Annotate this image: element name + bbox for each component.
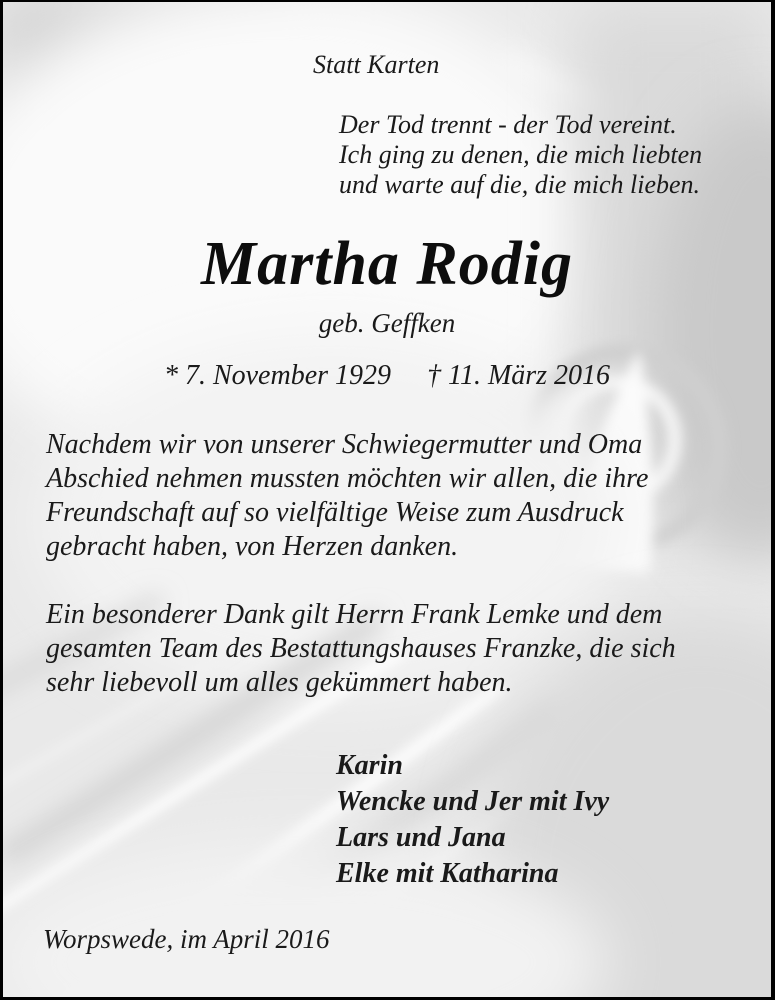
- epitaph-verse: [339, 110, 702, 200]
- maiden-name: geb. Geffken: [318, 308, 456, 338]
- special-thanks-paragraph: [46, 598, 676, 700]
- paragraph-line: Freundschaft auf so vielfältige Weise zum Ausdruck: [46, 497, 624, 528]
- paragraph-line: sehr liebevoll um alles gekümmert haben.: [46, 667, 513, 698]
- life-dates: [3, 360, 771, 392]
- preface-text: Statt Karten: [313, 50, 440, 79]
- death-date: † 11. März 2016: [427, 360, 611, 391]
- mourners-list: [336, 748, 609, 892]
- mourner-name: Elke mit Katharina: [336, 858, 559, 889]
- verse-line: Ich ging zu denen, die mich liebten: [339, 140, 703, 169]
- thanks-paragraph: [46, 428, 648, 564]
- birth-date: * 7. November 1929: [163, 360, 392, 391]
- verse-line: Der Tod trennt - der Tod vereint.: [339, 110, 677, 139]
- verse-line: und warte auf die, die mich lieben.: [339, 170, 701, 199]
- mourner-name: Lars und Jana: [336, 822, 506, 853]
- mourner-name: Wencke und Jer mit Ivy: [336, 786, 610, 817]
- paragraph-line: Ein besonderer Dank gilt Herrn Frank Lemke und dem: [46, 599, 663, 630]
- deceased-name: Martha Rodig: [200, 230, 574, 298]
- paragraph-line: Abschied nehmen mussten möchten wir allen, die ihre: [46, 463, 649, 494]
- mourner-name: Karin: [336, 750, 403, 781]
- paragraph-line: gesamten Team des Bestattungshauses Franzke, die sich: [46, 633, 676, 664]
- paragraph-line: Nachdem wir von unserer Schwiegermutter und Oma: [46, 429, 643, 460]
- place-date: Worpswede, im April 2016: [43, 924, 330, 954]
- paragraph-line: gebracht haben, von Herzen danken.: [46, 531, 459, 562]
